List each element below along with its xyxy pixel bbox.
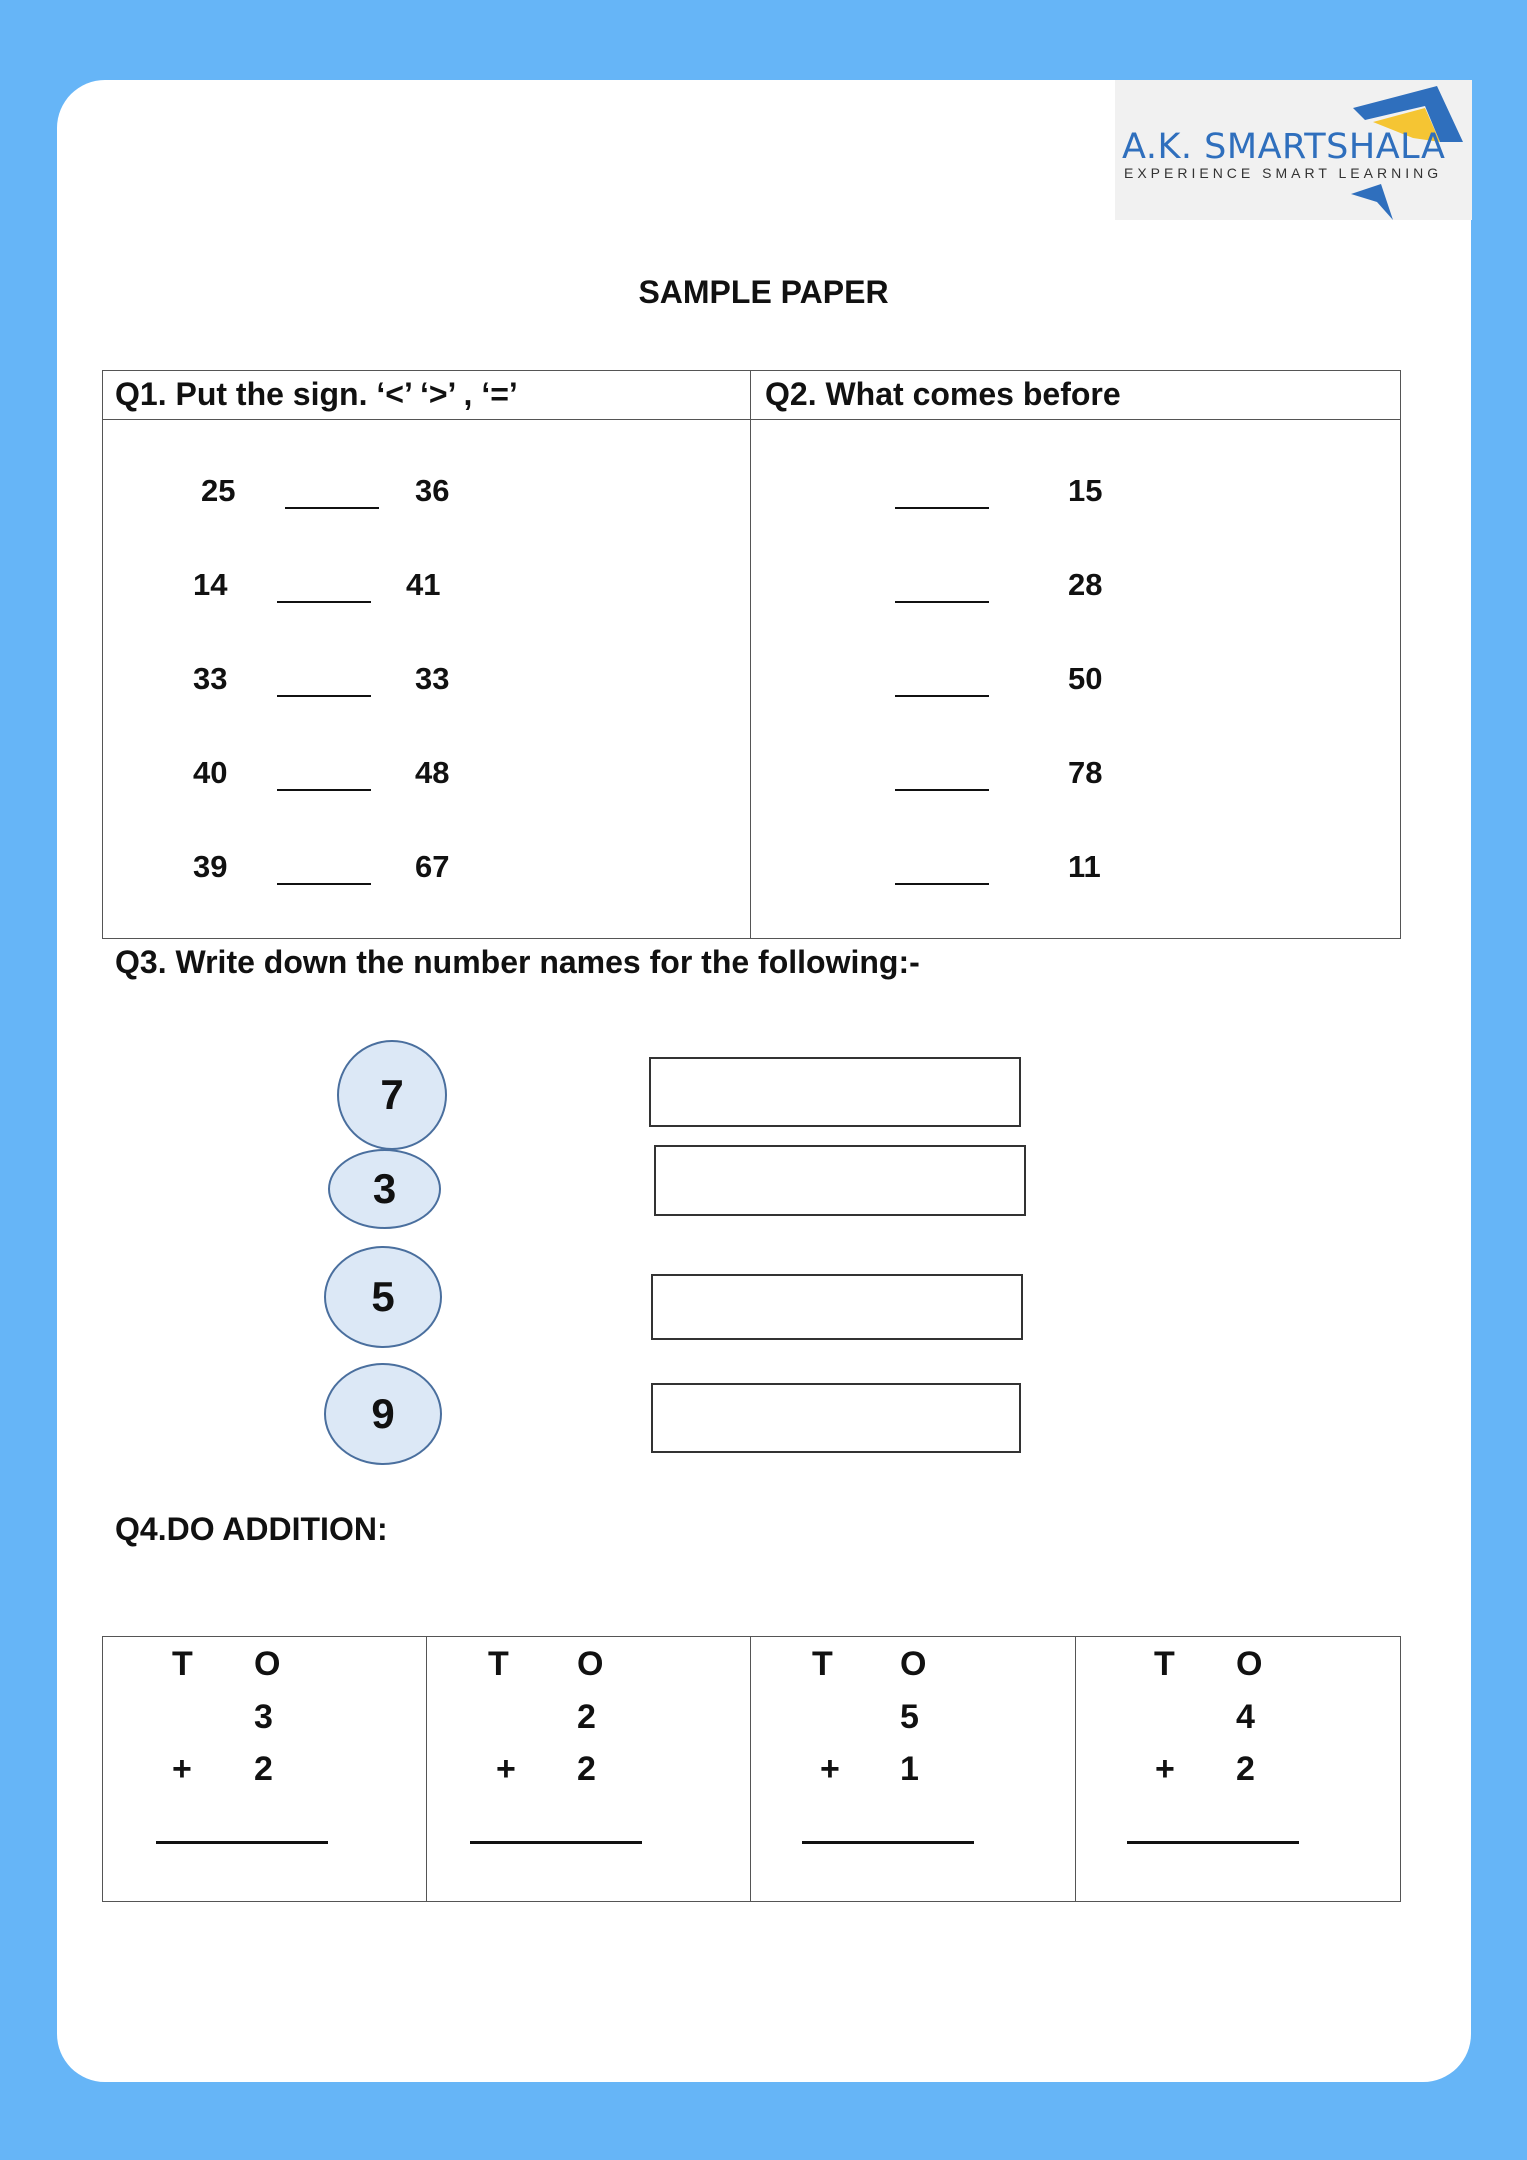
q3-heading: Q3. Write down the number names for the following:- (115, 944, 920, 980)
q3-number-circle-3: 5 (324, 1246, 442, 1348)
plus-sign: + (1155, 1750, 1175, 1788)
q1-row-4-left: 40 (193, 755, 228, 790)
logo-tagline: EXPERIENCE SMART LEARNING (1124, 165, 1443, 181)
q3-answer-box-2[interactable] (654, 1145, 1026, 1216)
page-title: SAMPLE PAPER (638, 274, 889, 310)
q2-row-5-blank[interactable] (895, 883, 989, 885)
logo-brand-text: A.K. SMARTSHALA (1122, 127, 1446, 167)
tens-header: T (172, 1645, 193, 1683)
q3-answer-box-1[interactable] (649, 1057, 1021, 1127)
answer-line[interactable] (470, 1841, 642, 1844)
q4-problem-3 (750, 1636, 1074, 1902)
plus-sign: + (172, 1750, 192, 1788)
q2-row-4-blank[interactable] (895, 789, 989, 791)
top-digit: 2 (577, 1698, 596, 1736)
tens-header: T (488, 1645, 509, 1683)
answer-line[interactable] (156, 1841, 328, 1844)
tens-header: T (812, 1645, 833, 1683)
ones-header: O (577, 1645, 604, 1683)
q1-row-3-blank[interactable] (277, 695, 371, 697)
ones-header: O (1236, 1645, 1263, 1683)
plus-sign: + (496, 1750, 516, 1788)
q1-row-2-left: 14 (193, 567, 228, 602)
q1-q2-table (102, 370, 1401, 939)
q4-problem-4 (1075, 1636, 1399, 1902)
top-digit: 3 (254, 1698, 273, 1736)
q3-number-circle-4: 9 (324, 1363, 442, 1465)
q2-row-1-blank[interactable] (895, 507, 989, 509)
q2-row-4-number: 78 (1068, 755, 1103, 790)
top-digit: 4 (1236, 1698, 1255, 1736)
q1-row-1-right: 36 (415, 473, 450, 508)
table-header-divider (102, 419, 1401, 420)
q1-row-2-right: 41 (406, 567, 441, 602)
answer-line[interactable] (802, 1841, 974, 1844)
q1-heading: Q1. Put the sign. ‘<’ ‘>’ , ‘=’ (115, 376, 518, 412)
q4-heading: Q4.DO ADDITION: (115, 1511, 388, 1547)
q1-row-5-left: 39 (193, 849, 228, 884)
top-digit: 5 (900, 1698, 919, 1736)
bottom-digit: 2 (254, 1750, 273, 1788)
q1-row-2-blank[interactable] (277, 601, 371, 603)
q2-row-5-number: 11 (1068, 849, 1101, 884)
plus-sign: + (820, 1750, 840, 1788)
q1-row-3-right: 33 (415, 661, 450, 696)
q1-row-4-right: 48 (415, 755, 450, 790)
q2-row-2-number: 28 (1068, 567, 1103, 602)
q1-row-3-left: 33 (193, 661, 228, 696)
q2-row-1-number: 15 (1068, 473, 1103, 508)
q1-row-5-right: 67 (415, 849, 450, 884)
q1-row-4-blank[interactable] (277, 789, 371, 791)
q2-heading: Q2. What comes before (765, 376, 1121, 412)
ones-header: O (254, 1645, 281, 1683)
bottom-digit: 1 (900, 1750, 919, 1788)
q1-row-1-blank[interactable] (285, 507, 379, 509)
tens-header: T (1154, 1645, 1175, 1683)
bottom-digit: 2 (1236, 1750, 1255, 1788)
answer-line[interactable] (1127, 1841, 1299, 1844)
q2-row-2-blank[interactable] (895, 601, 989, 603)
logo (1115, 80, 1472, 220)
q2-row-3-blank[interactable] (895, 695, 989, 697)
q3-answer-box-3[interactable] (651, 1274, 1023, 1340)
ones-header: O (900, 1645, 927, 1683)
q3-number-circle-2: 3 (328, 1149, 441, 1229)
q3-answer-box-4[interactable] (651, 1383, 1021, 1453)
q4-problem-2 (426, 1636, 750, 1902)
q1-row-5-blank[interactable] (277, 883, 371, 885)
q1-row-1-left: 25 (201, 473, 236, 508)
bottom-digit: 2 (577, 1750, 596, 1788)
q4-problem-1 (102, 1636, 426, 1902)
q2-row-3-number: 50 (1068, 661, 1103, 696)
table-column-divider (750, 370, 751, 939)
q3-number-circle-1: 7 (337, 1040, 447, 1150)
